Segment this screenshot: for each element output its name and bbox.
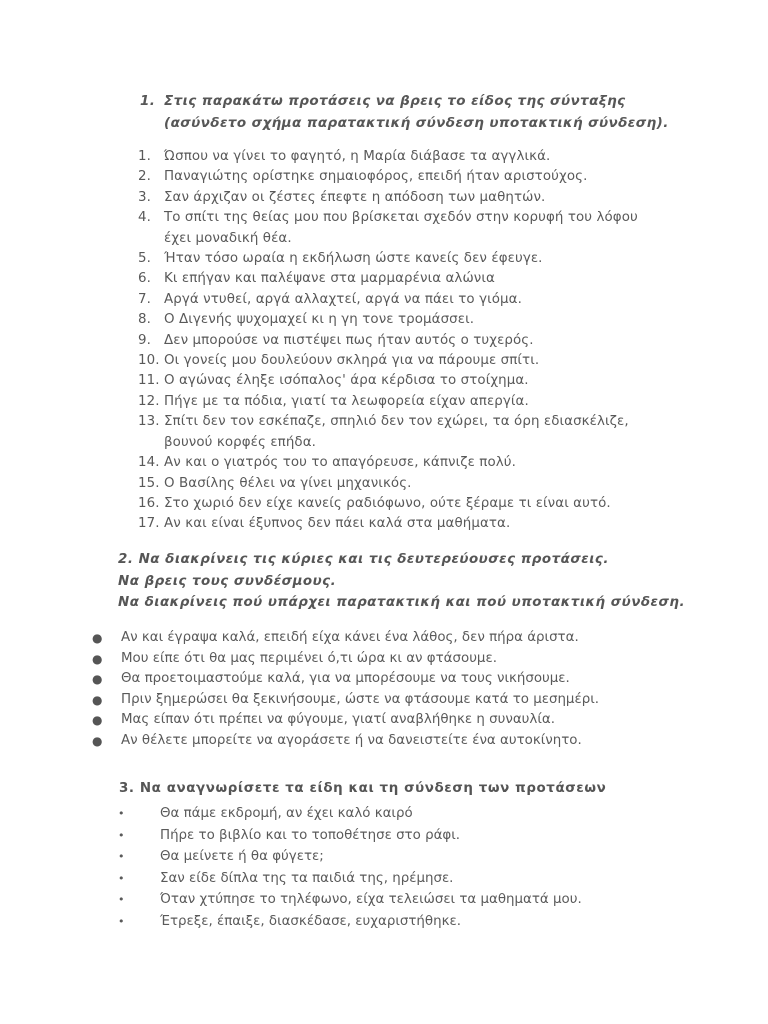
item-number: 7. (138, 291, 151, 307)
list-item (138, 453, 668, 473)
list-item (138, 371, 668, 391)
list-item (118, 889, 678, 911)
item-number: 3. (138, 189, 151, 205)
bullet-icon: ● (92, 733, 103, 748)
item-text: Κι επήγαν και παλέψανε στα μαρμαρένια αλώνια (164, 271, 495, 287)
bullet-icon: • (118, 850, 125, 864)
item-text: Οι γονείς μου δουλεύουν σκληρά για να πάρουμε σπίτι. (164, 353, 540, 369)
item-text: Ώσπου να γίνει το φαγητό, η Μαρία διάβασε τα αγγλικά. (164, 149, 551, 164)
section-3-heading: 3. Να αναγνωρίσετε τα είδη και τη σύνδεση των προτάσεων (119, 781, 607, 796)
item-text: Ο αγώνας έληξε ισόπαλος' άρα κέρδισα το στοίχημα. (164, 373, 529, 389)
section-1-sentence-list (138, 147, 668, 535)
item-number: 5. (138, 251, 151, 267)
item-number: 17. (138, 516, 160, 532)
bullet-icon: • (118, 893, 125, 907)
item-number: 1. (138, 149, 151, 164)
list-item (138, 249, 668, 269)
bullet-icon: • (118, 871, 125, 885)
bullet-icon: ● (92, 631, 103, 645)
item-number: 16. (138, 495, 160, 511)
list-item (138, 188, 668, 208)
list-item (138, 474, 668, 494)
list-item (118, 846, 678, 868)
item-text: Σαν είδε δίπλα της τα παιδιά της, ηρέμησε. (160, 870, 454, 886)
list-item (138, 494, 668, 514)
section-1-heading (140, 90, 669, 134)
item-text: Αν και είναι έξυπνος δεν πάει καλά στα μαθήματα. (164, 516, 511, 532)
list-item (92, 710, 692, 731)
list-item (138, 290, 668, 310)
item-text: Μου είπε ότι θα μας περιμένει ό,τι ώρα κι αν φτάσουμε. (121, 650, 497, 666)
item-text: Θα πάμε εκδρομή, αν έχει καλό καιρό (160, 806, 413, 821)
item-text: Σαν άρχιζαν οι ζέστες έπεφτε η απόδοση των μαθητών. (164, 189, 546, 205)
item-text: Πριν ξημερώσει θα ξεκινήσουμε, ώστε να φτάσουμε κατά το μεσημέρι. (121, 691, 599, 707)
list-item (138, 514, 668, 534)
item-text: Πήγε με τα πόδια, γιατί τα λεωφορεία είχαν απεργία. (164, 393, 529, 409)
list-item (92, 628, 692, 649)
list-item (138, 167, 668, 187)
item-number: 8. (138, 312, 151, 328)
item-text: Πήρε το βιβλίο και το τοποθέτησε στο ράφι. (160, 827, 461, 843)
item-text: Αν και έγραψα καλά, επειδή είχα κάνει ένα λάθος, δεν πήρα άριστα. (121, 630, 579, 645)
item-text: Σπίτι δεν τον εσκέπαζε, σπηλιό δεν τον εχώρει, τα όρη εδιασκέλιζε, βουνού κορφές επήδα. (164, 414, 629, 450)
bullet-icon: ● (92, 713, 103, 728)
item-text: Στο χωριό δεν είχε κανείς ραδιόφωνο, ούτε ξέραμε τι είναι αυτό. (164, 495, 611, 511)
list-item (118, 868, 678, 890)
list-item (92, 649, 692, 670)
item-text: Θα μείνετε ή θα φύγετε; (160, 849, 324, 865)
list-item (138, 208, 668, 249)
item-text: Αν και ο γιατρός του το απαγόρευσε, κάπνιζε πολύ. (164, 455, 516, 471)
item-number: 2. (138, 169, 151, 185)
item-number: 9. (138, 332, 151, 348)
list-item (138, 351, 668, 371)
list-item (118, 803, 678, 825)
bullet-icon: ● (92, 651, 103, 666)
bullet-icon: • (118, 828, 125, 842)
bullet-icon: ● (92, 672, 103, 687)
list-item (138, 392, 668, 412)
section-2-heading-line: Να διακρίνεις πού υπάρχει παρατακτική και πού υποτακτική σύνδεση. (118, 595, 686, 610)
item-number: 10. (138, 353, 160, 369)
item-text: Ο Βασίλης θέλει να γίνει μηχανικός. (164, 475, 412, 491)
item-text: Δεν μπορούσε να πιστέψει πως ήταν αυτός ο τυχερός. (164, 332, 534, 348)
item-text: Μας είπαν ότι πρέπει να φύγουμε, γιατί αναβλήθηκε η συναυλία. (121, 712, 555, 728)
section-1-title: Στις παρακάτω προτάσεις να βρεις το είδος της σύνταξης (164, 93, 626, 109)
item-number: 12. (138, 393, 160, 409)
bullet-icon: • (118, 914, 125, 928)
list-item (138, 310, 668, 330)
item-text: Ήταν τόσο ωραία η εκδήλωση ώστε κανείς δεν έφευγε. (164, 251, 543, 267)
list-item (92, 669, 692, 690)
item-text: Αν θέλετε μπορείτε να αγοράσετε ή να δανειστείτε ένα αυτοκίνητο. (121, 732, 582, 748)
item-number: 13. (138, 414, 160, 430)
list-item (118, 911, 678, 933)
list-item (138, 331, 668, 351)
item-number: 6. (138, 271, 151, 287)
bullet-icon: • (118, 807, 125, 820)
item-text: Παναγιώτης ορίστηκε σημαιοφόρος, επειδή ήταν αριστούχος. (164, 169, 588, 185)
section-2-heading-line: 2. Να διακρίνεις τις κύριες και τις δευτερεύουσες προτάσεις. (118, 552, 609, 567)
item-text: Αργά ντυθεί, αργά αλλαχτεί, αργά να πάει το γιόμα. (164, 291, 522, 307)
item-text: Όταν χτύπησε το τηλέφωνο, είχα τελειώσει τα μαθηματά μου. (160, 892, 582, 908)
item-text: Ο Διγενής ψυχομαχεί κι η γη τονε τρομάσσει. (164, 312, 475, 328)
item-number: 14. (138, 455, 160, 471)
list-item (118, 825, 678, 847)
section-2-heading-line: Να βρεις τους συνδέσμους. (118, 573, 337, 589)
section-2-sentence-list (92, 628, 692, 752)
list-item (138, 147, 668, 167)
section-1-number: 1. (140, 93, 156, 109)
list-item (92, 731, 692, 752)
item-text: Έτρεξε, έπαιξε, διασκέδασε, ευχαριστήθηκε. (160, 913, 461, 929)
list-item (92, 690, 692, 711)
section-2-heading (118, 549, 685, 614)
bullet-icon: ● (92, 692, 103, 707)
item-number: 11. (138, 373, 160, 389)
item-text: Θα προετοιμαστούμε καλά, για να μπορέσουμε να τους νικήσουμε. (121, 671, 570, 687)
item-text: Το σπίτι της θείας μου που βρίσκεται σχεδόν στην κορυφή του λόφου έχει μοναδική θέα. (164, 210, 638, 246)
item-number: 4. (138, 210, 151, 226)
section-1-subtitle: (ασύνδετο σχήμα παρατακτική σύνδεση υποτακτική σύνδεση). (164, 115, 669, 131)
list-item (138, 412, 668, 453)
section-3-sentence-list (118, 803, 678, 933)
list-item (138, 269, 668, 289)
item-number: 15. (138, 475, 160, 491)
